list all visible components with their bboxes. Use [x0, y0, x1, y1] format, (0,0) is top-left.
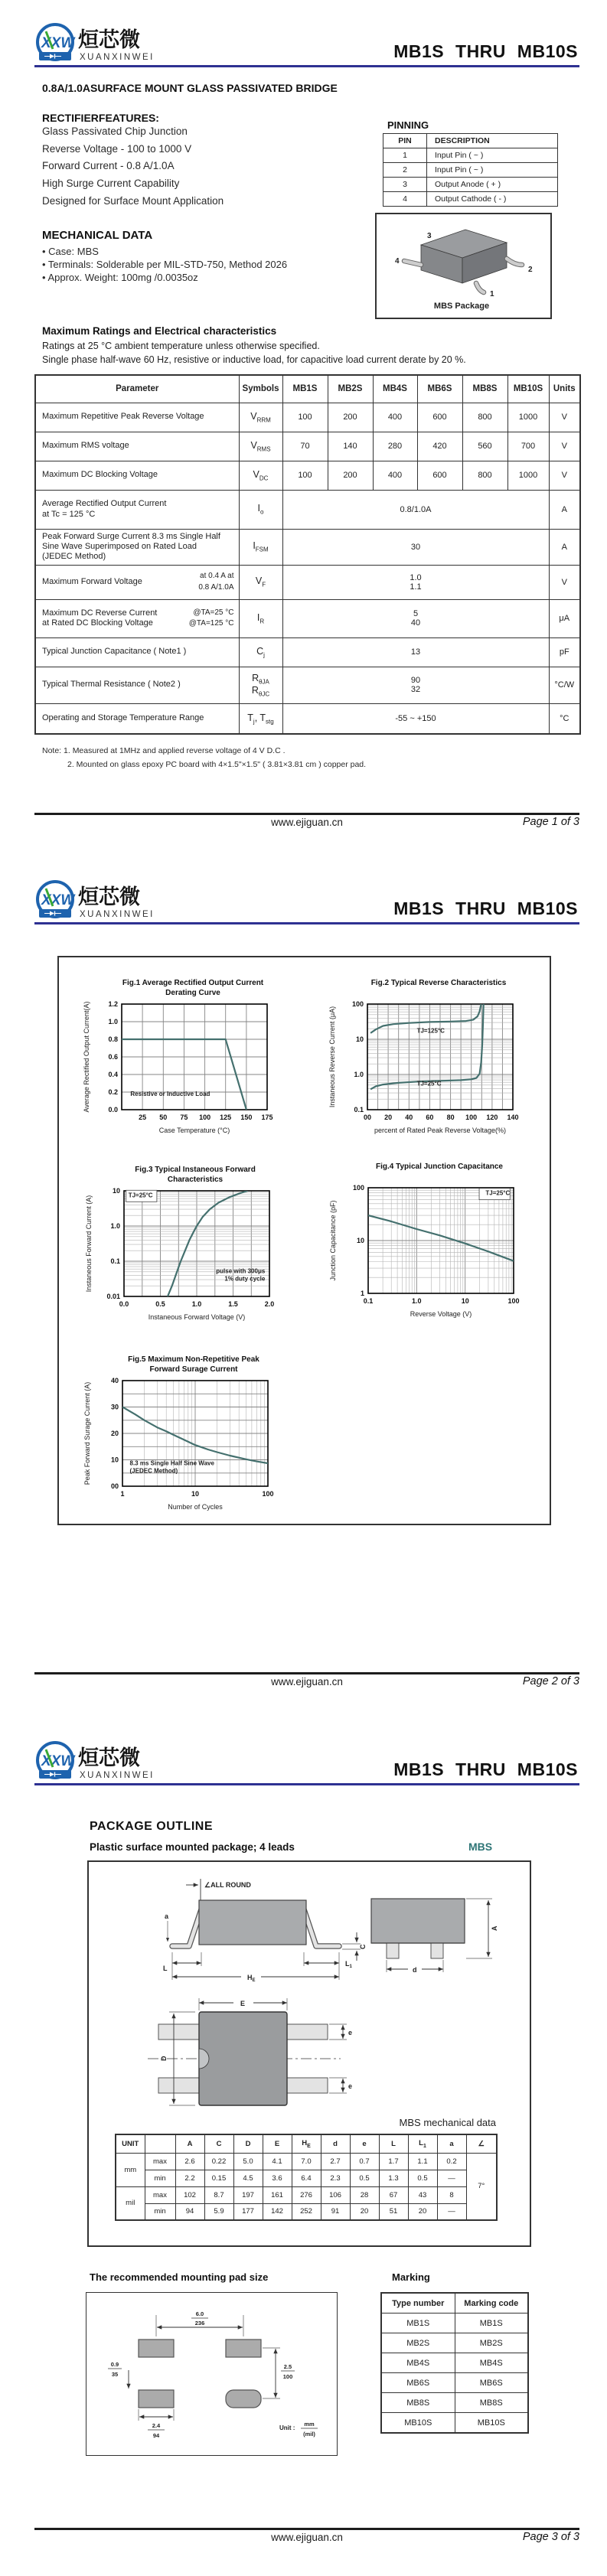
- pad-dim-right-mil: 100: [282, 2373, 293, 2380]
- svg-text:XUANXINWEI: XUANXINWEI: [80, 1771, 155, 1780]
- ratings-table: [34, 374, 581, 735]
- desc-col-header: DESCRIPTION: [427, 134, 558, 148]
- dim-he-label: $H_E$: [247, 1974, 256, 1983]
- table-row: Maximum Repetitive Peak Reverse Voltage $V_{RRM}$ 100 200 400 600 800 1000 V: [35, 403, 580, 432]
- svg-text:1: 1: [120, 1490, 125, 1498]
- mechanical-data-title: MECHANICAL DATA: [42, 229, 153, 242]
- pin-col-header: PIN: [383, 134, 427, 148]
- svg-text:0.4: 0.4: [108, 1071, 118, 1078]
- pad-dim-bottom-mm: 2.4: [152, 2422, 161, 2429]
- svg-text:烜芯微: 烜芯微: [78, 1746, 140, 1769]
- pinning-table: [383, 133, 558, 207]
- fig4-capacitance-chart: [325, 1182, 554, 1327]
- pin2-label: 2: [528, 266, 533, 274]
- svg-text:(mil): (mil): [303, 2431, 315, 2437]
- doc-title: MB1S THRU MB10S: [393, 41, 578, 61]
- svg-text:TJ=25°C: TJ=25°C: [128, 1192, 153, 1199]
- svg-text:175: 175: [261, 1114, 273, 1121]
- pad-dim-left-mm: 0.9: [110, 2361, 119, 2368]
- svg-text:1.0: 1.0: [110, 1222, 120, 1230]
- dim-D-label: D: [160, 2056, 168, 2061]
- table-row: mil max 102 8.7 197 161 276 106 28 67 43 8: [116, 2186, 497, 2203]
- footer-url: www.ejiguan.cn: [271, 1676, 343, 1687]
- logo-abbr: XXW: [41, 35, 75, 51]
- footer-url: www.ejiguan.cn: [271, 817, 343, 828]
- table-header-row: Type number Marking code: [381, 2293, 528, 2314]
- fig1-title: Fig.1 Average Rectified Output Current: [122, 979, 264, 987]
- svg-text:Number of Cycles: Number of Cycles: [168, 1503, 223, 1511]
- fig4-title: Fig.4 Typical Junction Capacitance: [376, 1162, 503, 1171]
- mechanical-item: • Case: MBS: [42, 246, 99, 257]
- brand-logo: [35, 21, 188, 66]
- fig5-surge-chart: [79, 1374, 308, 1520]
- svg-text:20: 20: [384, 1114, 393, 1121]
- svg-text:TJ=25°C: TJ=25°C: [485, 1189, 511, 1197]
- svg-text:XXW: XXW: [41, 892, 75, 908]
- svg-text:0.5: 0.5: [155, 1300, 165, 1308]
- brand-logo: [35, 879, 188, 923]
- dim-A-label: A: [491, 1925, 498, 1931]
- datasheet-page-3: [0, 1718, 607, 2576]
- table-row: Maximum DC Reverse Current at Rated DC Blocking Voltage @TA=25 °C @TA=125 °C $I_R$ 5 40 μA: [35, 599, 580, 637]
- svg-text:1: 1: [360, 1290, 364, 1297]
- svg-text:0.0: 0.0: [119, 1300, 129, 1308]
- page-number: Page 2 of 3: [522, 1675, 579, 1687]
- marking-table: [380, 2292, 529, 2434]
- feature-item: Glass Passivated Chip Junction: [42, 126, 188, 137]
- svg-text:1% duty cycle: 1% duty cycle: [224, 1275, 266, 1283]
- doc-subtitle: 0.8A/1.0ASURFACE MOUNT GLASS PASSIVATED BRIDGE: [42, 82, 338, 94]
- table-row: Maximum RMS voltage $V_{RMS}$ 70 140 280 420 560 700 V: [35, 432, 580, 461]
- svg-text:2.0: 2.0: [264, 1300, 275, 1308]
- note-2: 2. Mounted on glass epoxy PC board with 4×1.5"×1.5" ( 3.81×3.81 cm ) copper pad.: [67, 760, 367, 769]
- svg-text:0.6: 0.6: [108, 1053, 118, 1061]
- feature-item: Designed for Surface Mount Application: [42, 195, 224, 207]
- pin4-label: 4: [395, 257, 400, 266]
- svg-text:8.3 ms Single Half Sine Wave: 8.3 ms Single Half Sine Wave: [129, 1459, 214, 1467]
- brand-logo: [35, 1740, 188, 1784]
- dim-l1-label: $L_1$: [345, 1960, 352, 1969]
- table-row: Operating and Storage Temperature Range $T_j$, $T_{stg}$ -55 ~ +150 °C: [35, 703, 580, 734]
- svg-text:1.0: 1.0: [108, 1018, 118, 1026]
- svg-text:0.8: 0.8: [108, 1035, 118, 1043]
- svg-text:Resistive or Inductive Load: Resistive or Inductive Load: [130, 1091, 210, 1098]
- fig1-block: Fig.1 Average Rectified Output Current Derating Curve 25 50 75 100 125 150 175 0.0 0.2 0.4 0.6 0.8 1.0 1.2 Case Temperature (°C) Average Rectified Output Current(A) Resistive or Inductive Load: [78, 978, 308, 1143]
- package-name-label: MBS: [468, 1841, 493, 1853]
- svg-text:1.0: 1.0: [412, 1297, 422, 1305]
- fig3-forward-chart: [80, 1185, 310, 1330]
- svg-text:0.1: 0.1: [110, 1257, 120, 1265]
- svg-text:50: 50: [159, 1114, 168, 1121]
- footer-rule: [34, 813, 579, 815]
- svg-text:100: 100: [507, 1297, 520, 1305]
- datasheet-page-1: [0, 0, 607, 857]
- footer-rule: [34, 2528, 579, 2530]
- pad-dim-bottom-mil: 94: [152, 2432, 160, 2439]
- feature-item: Reverse Voltage - 100 to 1000 V: [42, 143, 192, 155]
- svg-text:Junction Capacitance (pF): Junction Capacitance (pF): [329, 1200, 337, 1281]
- svg-text:25: 25: [139, 1114, 147, 1121]
- svg-text:150: 150: [240, 1114, 253, 1121]
- pin1-label: 1: [490, 290, 494, 298]
- table-row: Peak Forward Surge Current 8.3 ms Single Half Sine Wave Superimposed on Rated Load (JEDEC Method) $I_{FSM}$ 30 A: [35, 529, 580, 565]
- dim-c-label: C: [359, 1944, 367, 1949]
- features-title: RECTIFIERFEATURES:: [42, 112, 159, 124]
- svg-text:100: 100: [351, 1000, 364, 1008]
- svg-text:Instaneous Forward Current (A): Instaneous Forward Current (A): [85, 1195, 93, 1293]
- table-row: Maximum DC Blocking Voltage $V_{DC}$ 100 200 400 600 800 1000 V: [35, 461, 580, 490]
- svg-text:100: 100: [262, 1490, 274, 1498]
- page-number: Page 1 of 3: [522, 816, 579, 828]
- svg-text:100: 100: [199, 1114, 211, 1121]
- table-header-row: Parameter Symbols MB1S MB2S MB4S MB6S MB8S MB10S Units: [35, 375, 580, 403]
- note-1: Note: 1. Measured at 1MHz and applied reverse voltage of 4 V D.C .: [42, 746, 286, 755]
- svg-text:0.0: 0.0: [108, 1106, 118, 1114]
- svg-text:40: 40: [405, 1114, 413, 1121]
- table-row: MB4S MB4S: [381, 2353, 528, 2373]
- ratings-condition-2: Single phase half-wave 60 Hz, resistive or inductive load, for capacitive load current derate by 20 %.: [42, 354, 466, 365]
- footer-url: www.ejiguan.cn: [271, 2532, 343, 2543]
- svg-text:10: 10: [191, 1490, 200, 1498]
- table-row: mm max 2.6 0.22 5.0 4.1 7.0 2.7 0.7 1.7 1.1 0.2 7°: [116, 2153, 497, 2170]
- table-row: Average Rectified Output Current at Tc = 125 °C $I_o$ 0.8/1.0A A: [35, 490, 580, 529]
- package-image-box: [375, 213, 552, 319]
- svg-text:40: 40: [110, 1377, 119, 1384]
- feature-item: High Surge Current Capability: [42, 178, 180, 189]
- fig3-title: Fig.3 Typical Instaneous Forward: [135, 1166, 256, 1174]
- pad-dim-right-mm: 2.5: [283, 2363, 292, 2370]
- svg-text:00: 00: [110, 1482, 119, 1490]
- package-outline-drawing: [100, 1871, 513, 2115]
- dim-E-label: E: [240, 2000, 246, 2007]
- svg-text:0.1: 0.1: [354, 1106, 364, 1114]
- svg-text:Average Rectified Output Curre: Average Rectified Output Current(A): [83, 1001, 90, 1113]
- svg-text:Reverse Voltage (V): Reverse Voltage (V): [410, 1310, 472, 1318]
- svg-text:10: 10: [110, 1456, 119, 1464]
- table-row: Maximum Forward Voltage at 0.4 A at 0.8 A/1.0A $V_F$ 1.0 1.1 V: [35, 565, 580, 599]
- dim-e-label: e: [348, 2082, 353, 2090]
- mechanical-item: • Terminals: Solderable per MIL-STD-750, Method 2026: [42, 259, 288, 270]
- svg-text:XXW: XXW: [41, 1753, 75, 1769]
- svg-text:Instaneous Reverse Current (μA: Instaneous Reverse Current (μA): [328, 1006, 336, 1108]
- doc-title: MB1S THRU MB10S: [393, 1759, 578, 1779]
- mechanical-item: • Approx. Weight: 100mg /0.0035oz: [42, 272, 198, 283]
- svg-text:0.1: 0.1: [363, 1297, 374, 1305]
- mechanical-data-table: [115, 2134, 498, 2221]
- ratings-title: Maximum Ratings and Electrical characteristics: [42, 325, 277, 337]
- svg-text:75: 75: [180, 1114, 188, 1121]
- svg-text:10: 10: [461, 1297, 469, 1305]
- svg-text:(JEDEC Method): (JEDEC Method): [129, 1467, 178, 1475]
- svg-text:0.2: 0.2: [108, 1088, 118, 1096]
- logo-en-name: XUANXINWEI: [80, 53, 155, 62]
- header-rule: [34, 1783, 579, 1785]
- pinning-title: PINNING: [387, 119, 429, 131]
- svg-text:125: 125: [220, 1114, 232, 1121]
- fig5-block: Fig.5 Maximum Non-Repetitive Peak Forward Surage Current 1 10 100 00 10 20 30 40 Number of Cycles Peak Forward Surage Current (A) 8.3 ms Single Half Sine Wave (JEDEC Method): [79, 1355, 308, 1520]
- svg-text:20: 20: [110, 1430, 119, 1437]
- svg-text:100: 100: [465, 1114, 478, 1121]
- svg-text:10: 10: [356, 1237, 364, 1244]
- pad-dim-top-mm: 6.0: [195, 2310, 204, 2317]
- svg-text:TJ=25°C: TJ=25°C: [416, 1080, 442, 1087]
- svg-text:mm: mm: [304, 2421, 315, 2428]
- dim-a-label: a: [165, 1912, 169, 1920]
- dim-d-label: d: [413, 1966, 417, 1974]
- pad-dim-left-mil: 35: [111, 2371, 119, 2378]
- table-row: MB10S MB10S: [381, 2413, 528, 2434]
- dim-all-round-label: ∠ALL ROUND: [204, 1881, 251, 1889]
- fig2-reverse-chart: [324, 998, 553, 1143]
- svg-text:TJ=125°C: TJ=125°C: [416, 1027, 445, 1035]
- package-outline-subheading: Plastic surface mounted package; 4 leads: [90, 1841, 295, 1853]
- svg-text:80: 80: [446, 1114, 455, 1121]
- fig4-block: [325, 1162, 554, 1327]
- svg-text:Instaneous Forward Voltage (V): Instaneous Forward Voltage (V): [148, 1313, 246, 1321]
- mbs-package-3d-image: [377, 214, 547, 315]
- feature-item: Forward Current - 0.8 A/1.0A: [42, 160, 175, 171]
- pad-unit-label: Unit :: [279, 2424, 295, 2431]
- table-header-row: UNIT A C D E $H_E$ d e L $L_1$ a ∠: [116, 2134, 497, 2153]
- table-row: MB1S MB1S: [381, 2314, 528, 2333]
- svg-text:1.5: 1.5: [228, 1300, 238, 1308]
- pad-dim-top-mil: 236: [194, 2320, 205, 2327]
- header-rule: [34, 922, 579, 924]
- fig3-block: Fig.3 Typical Instaneous Forward Characteristics 0.0 0.5 1.0 1.5 2.0 0.01 0.1 1.0 10 Instaneous Forward Voltage (V) Instaneous Forward Current (A) TJ=25°C pulse with 300μs 1% duty cycle: [80, 1165, 310, 1330]
- svg-text:30: 30: [110, 1403, 119, 1411]
- table-row: Typical Thermal Resistance ( Note2 ) $R_{\theta JA}$ $R_{\theta JC}$ 90 32 °C/W: [35, 667, 580, 703]
- table-row: Typical Junction Capacitance ( Note1 ) $C_j$ 13 pF: [35, 637, 580, 667]
- svg-text:00: 00: [363, 1114, 372, 1121]
- svg-text:Peak Forward Surage Current (A: Peak Forward Surage Current (A): [83, 1381, 91, 1485]
- ratings-condition-1: Ratings at 25 °C ambient temperature unless otherwise specified.: [42, 341, 320, 351]
- fig5-title: Fig.5 Maximum Non-Repetitive Peak: [128, 1355, 259, 1364]
- package-caption: MBS Package: [433, 302, 490, 311]
- dim-e-label: e: [348, 2029, 353, 2036]
- svg-text:XUANXINWEI: XUANXINWEI: [80, 910, 155, 919]
- svg-text:10: 10: [355, 1035, 364, 1043]
- table-row: MB6S MB6S: [381, 2373, 528, 2393]
- mounting-pad-title: The recommended mounting pad size: [90, 2271, 269, 2283]
- svg-text:pulse with 300μs: pulse with 300μs: [216, 1267, 266, 1275]
- fig2-title: Fig.2 Typical Reverse Characteristics: [370, 979, 507, 987]
- table-row: MB8S MB8S: [381, 2393, 528, 2413]
- svg-text:1.0: 1.0: [354, 1071, 364, 1078]
- svg-text:120: 120: [486, 1114, 498, 1121]
- table-row: 4 Output Cathode ( - ): [383, 192, 558, 207]
- svg-text:烜芯微: 烜芯微: [78, 885, 140, 908]
- pin3-label: 3: [427, 232, 432, 240]
- mech-table-caption: MBS mechanical data: [399, 2117, 496, 2128]
- footer-rule: [34, 1672, 579, 1674]
- svg-text:10: 10: [112, 1187, 120, 1195]
- page-number: Page 3 of 3: [522, 2531, 579, 2543]
- table-row: 1 Input Pin ( ~ ): [383, 148, 558, 163]
- table-row: min 2.2 0.15 4.5 3.6 6.4 2.3 0.5 1.3 0.5 —: [116, 2170, 497, 2186]
- svg-text:percent of Rated Peak Reverse: percent of Rated Peak Reverse Voltage(%): [374, 1127, 507, 1134]
- header-rule: [34, 65, 579, 67]
- fig2-block: [324, 978, 553, 1143]
- package-outline-heading: PACKAGE OUTLINE: [90, 1820, 213, 1833]
- svg-text:1.2: 1.2: [108, 1000, 118, 1008]
- fig1-derating-chart: [78, 998, 308, 1143]
- dim-l-label: L: [163, 1965, 168, 1972]
- marking-title: Marking: [392, 2271, 430, 2283]
- table-row: 2 Input Pin ( ~ ): [383, 163, 558, 178]
- datasheet-page-2: [0, 857, 607, 1718]
- table-row: MB2S MB2S: [381, 2333, 528, 2353]
- svg-text:140: 140: [507, 1114, 519, 1121]
- svg-text:1.0: 1.0: [191, 1300, 202, 1308]
- mounting-pad-drawing: [86, 2292, 336, 2454]
- svg-text:100: 100: [352, 1184, 364, 1192]
- doc-title: MB1S THRU MB10S: [393, 898, 578, 918]
- svg-text:Case Temperature (°C): Case Temperature (°C): [158, 1127, 230, 1134]
- svg-text:0.01: 0.01: [106, 1293, 120, 1300]
- svg-text:60: 60: [426, 1114, 434, 1121]
- logo-cn-name: 烜芯微: [78, 28, 140, 51]
- table-row: 3 Output Anode ( + ): [383, 178, 558, 192]
- table-row: min 94 5.9 177 142 252 91 20 51 20 —: [116, 2203, 497, 2220]
